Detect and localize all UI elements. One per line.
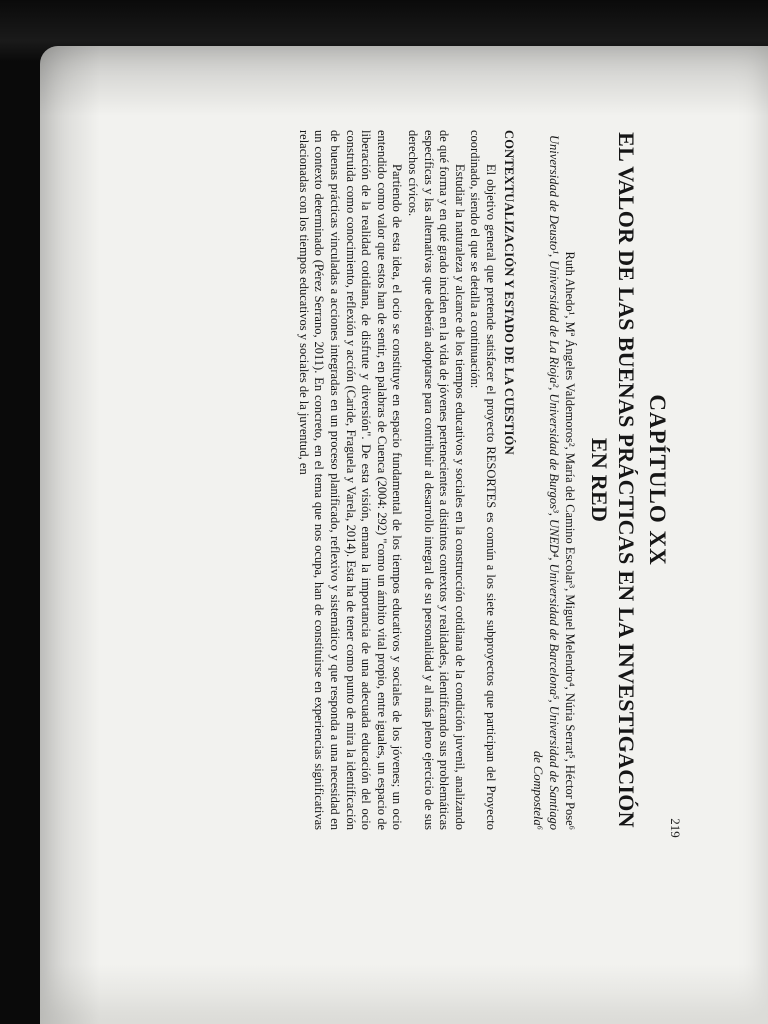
author-affiliations: Universidad de Deusto¹, Universidad de La Rioja², Universidad de Burgos³, UNED⁴, Universidad de Barcelona⁵, Universidad de Santiago de Compostela⁶	[531, 135, 561, 830]
author-list: Ruth Ahedo¹, Mª Ángeles Valdemoros², María del Camino Escolar³, Miguel Melendro⁴, Núria Serrat⁵, Héctor Pose⁶	[563, 251, 577, 830]
body-paragraph: Partiendo de esta idea, el ocio se constituye en espacio fundamental de los tiempos educativos y sociales de los jóvenes; un ocio entendido como valor que estos han de sentir, en palabras de Cuenca (2004: 292) "como un ámbito vital propio, entre iguales, un espacio de liberación de la realidad cotidiana, de disfrute y diversión". De esta visión, emana la importancia de una adecuada educación del ocio construida como conocimiento, reflexión y acción (Caride, Fraguela y Varela, 2014). Esta ha de tener como punto de mira la identificación de buenas prácticas vinculadas a acciones integradas en un proceso planificado, reflexivo y sistemático y que responda a una necesidad en un contexto determinado (Pérez Serrano, 2011). En concreto, en el tema que nos ocupa, han de constituirse en experiencias significativas relacionadas con los tiempos educativos y sociales de la juventud, en	[296, 130, 405, 830]
body-paragraph: Estudiar la naturaleza y alcance de los tiempos educativos y sociales en la construcción cotidiana de la condición juvenil, analizando de qué forma y en qué grado inciden en la vida de jóvenes pertenecientes a distintos contextos y realidades, identificando sus problemáticas específicas y las alternativas que deberán adoptarse para contribuir al desarrollo integral de su personalidad y al más pleno ejercicio de sus derechos cívicos.	[406, 130, 467, 830]
page-gutter	[40, 964, 768, 1024]
page-content	[200, 130, 670, 830]
page-number: 219	[668, 818, 683, 838]
body-paragraph: El objetivo general que pretende satisfacer el proyecto RESORTES es común a los siete subproyectos que participan del Proyecto coordinado, siendo el que se detalla a continuación:	[468, 130, 498, 830]
section-heading: CONTEXTUALIZACIÓN Y ESTADO DE LA CUESTIÓN	[502, 130, 516, 455]
chapter-label: CAPÍTULO XX	[645, 394, 670, 566]
chapter-title: EL VALOR DE LAS BUENAS PRÁCTICAS EN LA INVESTIGACIÓN EN RED	[587, 132, 639, 828]
